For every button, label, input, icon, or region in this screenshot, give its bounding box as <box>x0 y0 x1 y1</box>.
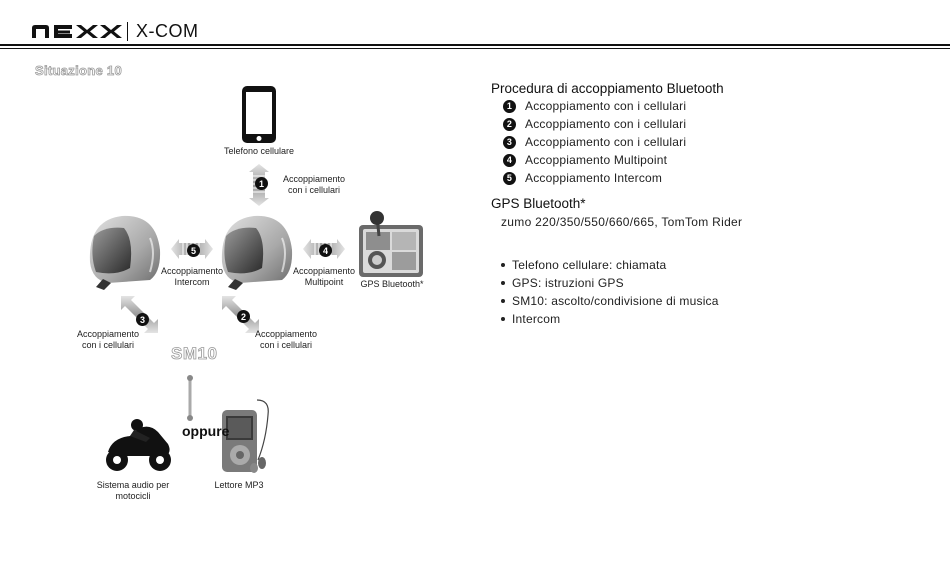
feature-text: Telefono cellulare: chiamata <box>512 258 667 272</box>
link2-label <box>248 329 324 351</box>
link4-label-line1: Accoppiamento <box>292 266 356 276</box>
procedure-step <box>503 115 686 133</box>
step-badge-1: 1 <box>255 177 268 190</box>
step-text: Accoppiamento Multipoint <box>525 153 668 167</box>
gps-label: GPS Bluetooth* <box>360 279 424 289</box>
link3-label-line1: Accoppiamento <box>76 329 140 339</box>
step-number: 4 <box>503 154 516 167</box>
step-number: 2 <box>503 118 516 131</box>
step-badge-2: 2 <box>237 310 250 323</box>
procedure-step <box>503 97 686 115</box>
step-text: Accoppiamento con i cellulari <box>525 117 687 131</box>
procedure-step <box>503 169 686 187</box>
link1-label-line1: Accoppiamento <box>282 174 346 184</box>
feature-text: SM10: ascolto/condivisione di musica <box>512 294 719 308</box>
procedure-steps <box>503 97 686 187</box>
link2-label-line2: con i cellulari <box>259 340 313 350</box>
link5-label-line2: Intercom <box>174 277 210 287</box>
step-number: 5 <box>503 172 516 185</box>
feature-text: Intercom <box>512 312 561 326</box>
helmet-icon <box>90 216 160 290</box>
link4-label-line2: Multipoint <box>304 277 344 287</box>
bullet-icon <box>501 281 505 285</box>
bullet-icon <box>501 317 505 321</box>
gps-title: GPS Bluetooth* <box>491 196 586 211</box>
gps-models: zumo 220/350/550/660/665, TomTom Rider <box>501 215 743 229</box>
step-number: 1 <box>503 100 516 113</box>
motorcycle-icon <box>106 419 171 471</box>
link1-label-line2: con i cellulari <box>287 185 341 195</box>
sm10-label: SM10 <box>171 344 218 363</box>
step-text: Accoppiamento Intercom <box>525 171 663 185</box>
link5-label <box>154 266 230 288</box>
list-item <box>499 256 719 274</box>
step-text: Accoppiamento con i cellulari <box>525 135 687 149</box>
mp3-label: Lettore MP3 <box>214 480 264 490</box>
gps-device-icon <box>359 211 423 277</box>
procedure-step <box>503 151 686 169</box>
link1-label <box>276 174 352 196</box>
phone-icon <box>242 86 276 143</box>
link4-label <box>286 266 362 288</box>
bullet-icon <box>501 263 505 267</box>
procedure-step <box>503 133 686 151</box>
step-number: 3 <box>503 136 516 149</box>
step-badge-4: 4 <box>319 244 332 257</box>
or-label: oppure <box>182 423 230 439</box>
helmet-icon <box>222 216 292 290</box>
link3-label-line2: con i cellulari <box>81 340 135 350</box>
situation-title: Situazione 10 <box>35 63 122 78</box>
link2-label-line1: Accoppiamento <box>254 329 318 339</box>
moto-audio-label <box>88 480 178 502</box>
list-item <box>499 292 719 310</box>
link3-label <box>70 329 146 351</box>
moto-audio-label-line2: motocicli <box>115 491 151 501</box>
step-text: Accoppiamento con i cellulari <box>525 99 687 113</box>
feature-list <box>499 256 719 328</box>
link5-label-line1: Accoppiamento <box>160 266 224 276</box>
list-item <box>499 310 719 328</box>
step-badge-3: 3 <box>136 313 149 326</box>
moto-audio-label-line1: Sistema audio per <box>96 480 170 490</box>
feature-text: GPS: istruzioni GPS <box>512 276 624 290</box>
product-title: X-COM <box>136 21 199 41</box>
sm10-connector <box>187 375 193 421</box>
bullet-icon <box>501 299 505 303</box>
phone-label: Telefono cellulare <box>223 146 295 156</box>
list-item <box>499 274 719 292</box>
procedure-title: Procedura di accoppiamento Bluetooth <box>491 81 724 96</box>
step-badge-5: 5 <box>187 244 200 257</box>
